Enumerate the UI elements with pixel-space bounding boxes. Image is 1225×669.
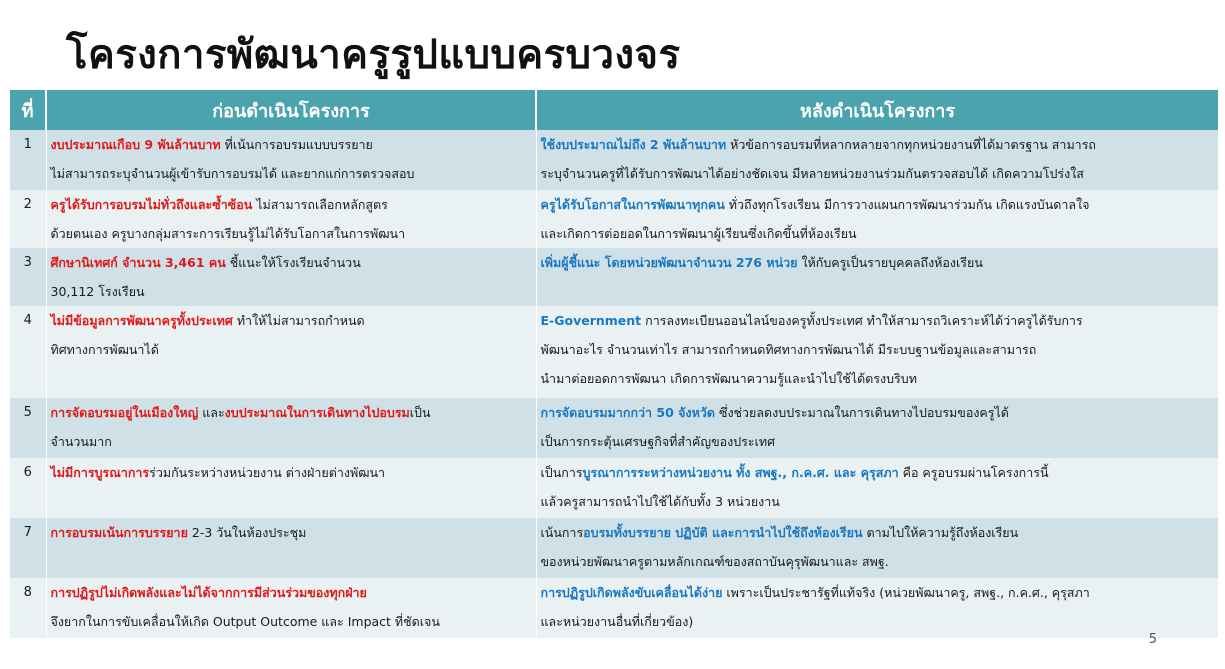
table-row (10, 518, 1218, 578)
highlight-result-text: เพิ่มผู้ชี้แนะ โดยหน่วยพัฒนาจำนวน 276 หน่วย (540, 255, 798, 270)
after-cell (536, 130, 1218, 190)
highlight-result-text: ครูได้รับโอกาสในการพัฒนาทุกคน (540, 197, 725, 212)
highlight-problem-text: งบประมาณเกือบ 9 พันล้านบาท (50, 137, 221, 152)
table-row (10, 458, 1218, 518)
table-row (10, 578, 1218, 638)
cell-line (51, 219, 532, 248)
row-number: 2 (10, 190, 46, 248)
cell-line (541, 578, 1214, 607)
header-before: ก่อนดำเนินโครงการ (46, 90, 536, 130)
cell-text: ชี้แนะให้โรงเรียนจำนวน (225, 255, 361, 270)
cell-line (51, 607, 532, 636)
highlight-problem-text: การจัดอบรมอยู่ในเมืองใหญ่ (50, 405, 199, 420)
cell-text: หัวข้อการอบรมที่หลากหลายจากทุกหน่วยงานที่ได้มาตรฐาน สามารถ (726, 137, 1096, 152)
cell-text: และเกิดการต่อยอดในการพัฒนาผู้เรียนซึ่งเกิดขึ้นที่ห้องเรียน (540, 226, 857, 241)
row-number: 7 (10, 518, 46, 578)
highlight-result-text: อบรมทั้งบรรยาย ปฏิบัติ และการนำไปใช้ถึงห้องเรียน (583, 525, 863, 540)
cell-line (51, 248, 532, 277)
after-cell (536, 578, 1218, 638)
after-cell (536, 190, 1218, 248)
table-header-row (10, 90, 1218, 130)
after-cell (536, 398, 1218, 458)
highlight-result-text: E-Government (540, 313, 642, 328)
before-cell (46, 578, 536, 638)
after-cell (536, 306, 1218, 398)
cell-line (51, 190, 532, 219)
cell-line (51, 159, 532, 188)
before-cell (46, 190, 536, 248)
after-cell (536, 248, 1218, 306)
cell-line (541, 458, 1214, 487)
cell-line (541, 607, 1214, 636)
highlight-problem-text: ไม่มีข้อมูลการพัฒนาครูทั้งประเทศ (50, 313, 233, 328)
after-cell (536, 518, 1218, 578)
cell-line (541, 248, 1214, 277)
cell-text: เน้นการ (540, 525, 584, 540)
cell-line (51, 306, 532, 335)
before-cell (46, 518, 536, 578)
cell-text: ระบุจำนวนครูที่ได้รับการพัฒนาได้อย่างชัดเจน มีหลายหน่วยงานร่วมกันตรวจสอบได้ เกิดความโปร่งใส (540, 166, 1084, 181)
header-number: ที่ (10, 90, 46, 130)
cell-text: จึงยากในการขับเคลื่อนให้เกิด Output Outcome และ Impact ที่ชัดเจน (50, 614, 440, 629)
cell-text: ด้วยตนเอง ครูบางกลุ่มสาระการเรียนรู้ไม่ได้รับโอกาสในการพัฒนา (50, 226, 406, 241)
cell-text: ที่เน้นการอบรมแบบบรรยาย (220, 137, 373, 152)
cell-text: เป็นการกระตุ้นเศรษฐกิจที่สำคัญของประเทศ (540, 434, 776, 449)
cell-line (541, 219, 1214, 248)
highlight-result-text: ใช้งบประมาณไม่ถึง 2 พันล้านบาท (540, 137, 727, 152)
highlight-result-text: การจัดอบรมมากกว่า 50 จังหวัด (540, 405, 715, 420)
highlight-problem-text: ครูได้รับการอบรมไม่ทั่วถึงและซ้ำซ้อน (50, 197, 253, 212)
cell-line (541, 306, 1214, 335)
before-cell (46, 458, 536, 518)
cell-line (541, 159, 1214, 188)
before-cell (46, 130, 536, 190)
highlight-result-text: บูรณาการระหว่างหน่วยงาน ทั้ง สพฐ., ก.ค.ศ. และ คุรุสภา (582, 465, 899, 480)
row-number: 5 (10, 398, 46, 458)
page-title: โครงการพัฒนาครูรูปแบบครบวงจร (66, 32, 681, 78)
cell-line (51, 578, 532, 607)
cell-text: 30,112 โรงเรียน (50, 284, 145, 299)
cell-text: จำนวนมาก (50, 434, 112, 449)
cell-line (541, 364, 1214, 393)
cell-line (51, 518, 532, 547)
highlight-problem-text: งบประมาณในการเดินทางไปอบรม (224, 405, 410, 420)
cell-line (541, 487, 1214, 516)
cell-text: ทำให้ไม่สามารถกำหนด (232, 313, 365, 328)
cell-text: ทิศทางการพัฒนาได้ (50, 342, 159, 357)
row-number: 6 (10, 458, 46, 518)
cell-text: ของหน่วยพัฒนาครูตามหลักเกณฑ์ของสถาบันคุรุพัฒนาและ สพฐ. (540, 554, 889, 569)
cell-text: เป็น (409, 405, 431, 420)
cell-line (51, 398, 532, 427)
cell-text: พัฒนาอะไร จำนวนเท่าไร สามารถกำหนดทิศทางการพัฒนาได้ มีระบบฐานข้อมูลและสามารถ (540, 342, 1037, 357)
highlight-problem-text: การปฏิรูปไม่เกิดพลังและไม่ได้จากการมีส่วนร่วมของทุกฝ่าย (50, 585, 367, 600)
highlight-problem-text: ไม่มีการบูรณาการ (50, 465, 150, 480)
cell-line (541, 427, 1214, 456)
page-number: 5 (1148, 632, 1157, 647)
cell-text: ทั่วถึงทุกโรงเรียน มีการวางแผนการพัฒนาร่วมกัน เกิดแรงบันดาลใจ (724, 197, 1090, 212)
row-number: 1 (10, 130, 46, 190)
cell-text: ไม่สามารถเลือกหลักสูตร (252, 197, 388, 212)
cell-line (541, 130, 1214, 159)
highlight-result-text: การปฏิรูปเกิดพลังขับเคลื่อนได้ง่าย (540, 585, 723, 600)
cell-text: ตามไปให้ความรู้ถึงห้องเรียน (862, 525, 1019, 540)
cell-line (51, 130, 532, 159)
row-number: 4 (10, 306, 46, 398)
cell-text: 2-3 วันในห้องประชุม (187, 525, 307, 540)
cell-line (51, 277, 532, 306)
cell-text: ร่วมกันระหว่างหน่วยงาน ต่างฝ่ายต่างพัฒนา (149, 465, 386, 480)
cell-line (541, 518, 1214, 547)
cell-line (541, 335, 1214, 364)
comparison-table (10, 90, 1219, 638)
cell-line (541, 547, 1214, 576)
cell-text: นำมาต่อยอดการพัฒนา เกิดการพัฒนาความรู้และนำไปใช้ได้ตรงบริบท (540, 371, 917, 386)
row-number: 3 (10, 248, 46, 306)
after-cell (536, 458, 1218, 518)
cell-text: แล้วครูสามารถนำไปใช้ได้กับทั้ง 3 หน่วยงาน (540, 494, 780, 509)
cell-text: คือ ครูอบรมผ่านโครงการนี้ (898, 465, 1049, 480)
cell-line (51, 427, 532, 456)
cell-text: ให้กับครูเป็นรายบุคคลถึงห้องเรียน (797, 255, 983, 270)
table-row (10, 306, 1218, 398)
cell-text: เป็นการ (540, 465, 583, 480)
highlight-problem-text: การอบรมเน้นการบรรยาย (50, 525, 188, 540)
highlight-problem-text: ศึกษานิเทศก์ จำนวน 3,461 คน (50, 255, 226, 270)
row-number: 8 (10, 578, 46, 638)
cell-text: และ (198, 405, 225, 420)
cell-line (541, 398, 1214, 427)
table-row (10, 130, 1218, 190)
cell-text: และหน่วยงานอื่นที่เกี่ยวข้อง) (540, 614, 694, 629)
cell-text: การลงทะเบียนออนไลน์ของครูทั้งประเทศ ทำให้สามารถวิเคราะห์ได้ว่าครูได้รับการ (641, 313, 1083, 328)
table-row (10, 190, 1218, 248)
table-row (10, 248, 1218, 306)
before-cell (46, 306, 536, 398)
cell-line (541, 190, 1214, 219)
cell-text: ซึ่งช่วยลดงบประมาณในการเดินทางไปอบรมของครูได้ (714, 405, 1009, 420)
cell-line (51, 335, 532, 364)
cell-line (51, 458, 532, 487)
before-cell (46, 398, 536, 458)
table-row (10, 398, 1218, 458)
header-after: หลังดำเนินโครงการ (536, 90, 1218, 130)
cell-text: เพราะเป็นประชารัฐที่แท้จริง (หน่วยพัฒนาครู, สพฐ., ก.ค.ศ., คุรุสภา (722, 585, 1090, 600)
cell-text: ไม่สามารถระบุจำนวนผู้เข้ารับการอบรมได้ และยากแก่การตรวจสอบ (50, 166, 415, 181)
before-cell (46, 248, 536, 306)
